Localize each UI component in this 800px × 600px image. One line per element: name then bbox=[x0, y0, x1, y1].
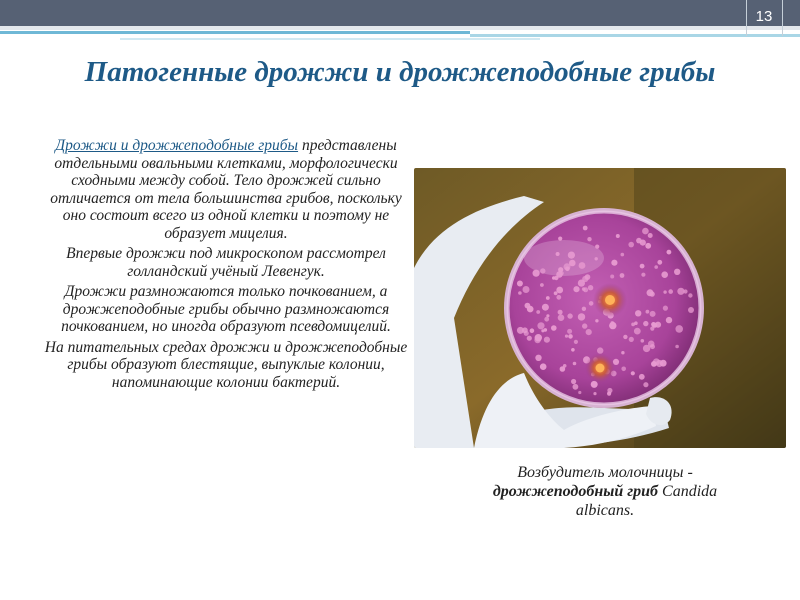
colony-dot bbox=[667, 250, 672, 255]
petri-dish-photo bbox=[414, 168, 786, 448]
colony-dot bbox=[648, 341, 655, 348]
colony-dot bbox=[568, 252, 575, 259]
colony-dot bbox=[583, 226, 588, 231]
colony-dot bbox=[558, 314, 565, 321]
paragraph-colonies: На питательных средах дрожжи и дрожжеподобные грибы образуют блестящие, выпуклые колонии, напоминающие колонии бактерий. bbox=[44, 338, 408, 391]
colony-dot bbox=[552, 276, 556, 280]
colony-dot bbox=[593, 392, 596, 395]
caption-bold-text: дрожжеподобный гриб bbox=[492, 483, 659, 500]
colony-dot bbox=[643, 382, 648, 387]
colony-dot bbox=[558, 310, 563, 315]
definition-text: представлены отдельными овальными клетками, морфологически сходными между собой. Тело дрожжей сильно отличается от тела большинства грибов, поскольку оно состоит всего из одной клетки и поэтому не образует мицелия. bbox=[50, 137, 402, 242]
caption-species: Candida albicans. bbox=[575, 483, 718, 519]
colony-dot bbox=[551, 325, 557, 331]
colony-dot bbox=[675, 325, 683, 333]
colony-dot bbox=[651, 361, 657, 367]
slide-title: Патогенные дрожжи и дрожжеподобные грибы bbox=[84, 56, 716, 88]
colony-dot bbox=[621, 367, 626, 372]
colony-dot bbox=[688, 307, 694, 313]
colony-dot bbox=[668, 289, 673, 294]
colony-dot bbox=[540, 283, 544, 287]
colony-dot bbox=[640, 240, 646, 246]
colony-dot bbox=[573, 384, 579, 390]
header-decoration-line bbox=[470, 34, 800, 37]
colony-dot bbox=[641, 339, 645, 343]
colony-dot bbox=[643, 321, 648, 326]
paragraph-definition bbox=[40, 137, 412, 242]
colony-dot bbox=[642, 228, 649, 235]
colony-dot bbox=[582, 287, 586, 291]
colony-dot bbox=[573, 362, 577, 366]
colony-dot bbox=[582, 323, 587, 328]
lead-term: Дрожжи и дрожжеподобные грибы bbox=[55, 137, 299, 154]
colony-dot bbox=[541, 329, 544, 332]
paragraph-reproduction: Дрожжи размножаются только почкованием, а дрожжеподобные грибы обычно размножаются почкованием, но иногда образуют псевдомицелий. bbox=[61, 283, 391, 335]
colony-dot bbox=[527, 336, 532, 341]
colony-dot bbox=[573, 286, 579, 292]
colony-dot bbox=[597, 347, 603, 353]
colony-dot bbox=[525, 303, 531, 309]
header-divider bbox=[782, 0, 783, 36]
colony-dot bbox=[544, 317, 549, 322]
colony-dot bbox=[628, 242, 634, 248]
colony-dot bbox=[635, 310, 641, 316]
colony-dot bbox=[546, 296, 550, 300]
colony-dot bbox=[588, 285, 593, 290]
colony-dot bbox=[578, 280, 585, 287]
colony-dot bbox=[540, 363, 547, 370]
colony-dot bbox=[663, 290, 666, 293]
colony-dot bbox=[571, 379, 576, 384]
colony-dot bbox=[578, 313, 585, 320]
colony-dot bbox=[639, 374, 645, 380]
colony-dot bbox=[621, 253, 625, 257]
colony-dot bbox=[610, 275, 614, 279]
colony-dot bbox=[560, 366, 566, 372]
colony-dot bbox=[595, 245, 599, 249]
body-text bbox=[40, 137, 412, 394]
colony-dot bbox=[666, 317, 672, 323]
colony-dot bbox=[661, 271, 668, 278]
colony-dot bbox=[641, 273, 645, 277]
colony-dot bbox=[530, 328, 535, 333]
colony-dot bbox=[556, 295, 561, 300]
colony-dot bbox=[595, 319, 598, 322]
colony-dot bbox=[567, 313, 572, 318]
header-decoration-line bbox=[0, 31, 470, 34]
colony-dot bbox=[623, 335, 627, 339]
colony-dot bbox=[631, 371, 635, 375]
colony-dot bbox=[537, 322, 544, 329]
colony-dot bbox=[646, 310, 650, 314]
colony-dot bbox=[650, 311, 656, 317]
colony-dot bbox=[647, 289, 654, 296]
colony-dot bbox=[558, 237, 562, 241]
colony-dot bbox=[587, 237, 591, 241]
colony-dot bbox=[640, 264, 645, 269]
colony-dot bbox=[675, 345, 679, 349]
colony-dot bbox=[634, 321, 638, 325]
header-bar bbox=[0, 0, 800, 26]
colony-dot bbox=[586, 329, 592, 335]
colony-dot bbox=[611, 260, 617, 266]
colony-dot bbox=[564, 263, 571, 270]
colony-dot bbox=[518, 291, 522, 295]
colony-dot bbox=[651, 322, 656, 327]
colony-dot bbox=[645, 243, 651, 249]
colony-dot bbox=[657, 260, 662, 265]
colony-dot bbox=[535, 355, 541, 361]
colony-dot bbox=[582, 307, 586, 311]
colony-dot bbox=[544, 337, 550, 343]
colony-dot bbox=[620, 273, 625, 278]
colony-dot bbox=[616, 234, 620, 238]
colony-dot bbox=[674, 269, 680, 275]
header-divider bbox=[746, 0, 747, 36]
photo-caption bbox=[470, 463, 740, 520]
colony-dot bbox=[607, 392, 611, 396]
colony-dot bbox=[556, 252, 560, 256]
colony-dot bbox=[589, 301, 594, 306]
colony-dot bbox=[556, 287, 563, 294]
colony-dot bbox=[534, 337, 541, 344]
colony-dot bbox=[579, 262, 586, 269]
colony-dot bbox=[567, 329, 572, 334]
paragraph-history: Впервые дрожжи под микроскопом рассмотрел голландский учёный Левенгук. bbox=[66, 245, 386, 280]
header-stripe bbox=[0, 26, 800, 30]
colony-dot bbox=[611, 321, 615, 325]
colony-dot bbox=[517, 281, 523, 287]
caption-text: Возбудитель молочницы - bbox=[517, 464, 693, 481]
colony-dot bbox=[595, 257, 598, 260]
colony-dot bbox=[533, 270, 540, 277]
colony-dot bbox=[536, 310, 540, 314]
colony-dot bbox=[558, 267, 563, 272]
colony-dot bbox=[621, 351, 624, 354]
colony-dot bbox=[648, 233, 653, 238]
colony-dot bbox=[523, 286, 530, 293]
colony-dot bbox=[683, 289, 687, 293]
colony-dot bbox=[578, 391, 581, 394]
header-decoration-line bbox=[120, 38, 540, 40]
colony-dot bbox=[634, 328, 641, 335]
colony-dot bbox=[574, 340, 578, 344]
colony-dot bbox=[565, 335, 568, 338]
petri-dish-illustration bbox=[414, 168, 786, 448]
colony-dot bbox=[540, 268, 545, 273]
colony-dot bbox=[524, 331, 529, 336]
colony-dot bbox=[660, 360, 667, 367]
colony-dot bbox=[517, 327, 524, 334]
colony-dot bbox=[571, 348, 575, 352]
colony-dot bbox=[542, 304, 549, 311]
colony-dot bbox=[568, 334, 573, 339]
colony-dot bbox=[663, 306, 668, 311]
slide-number: 13 bbox=[755, 8, 773, 25]
colony-dot bbox=[688, 293, 692, 297]
colony-dot bbox=[629, 337, 634, 342]
colony-dot bbox=[654, 265, 658, 269]
